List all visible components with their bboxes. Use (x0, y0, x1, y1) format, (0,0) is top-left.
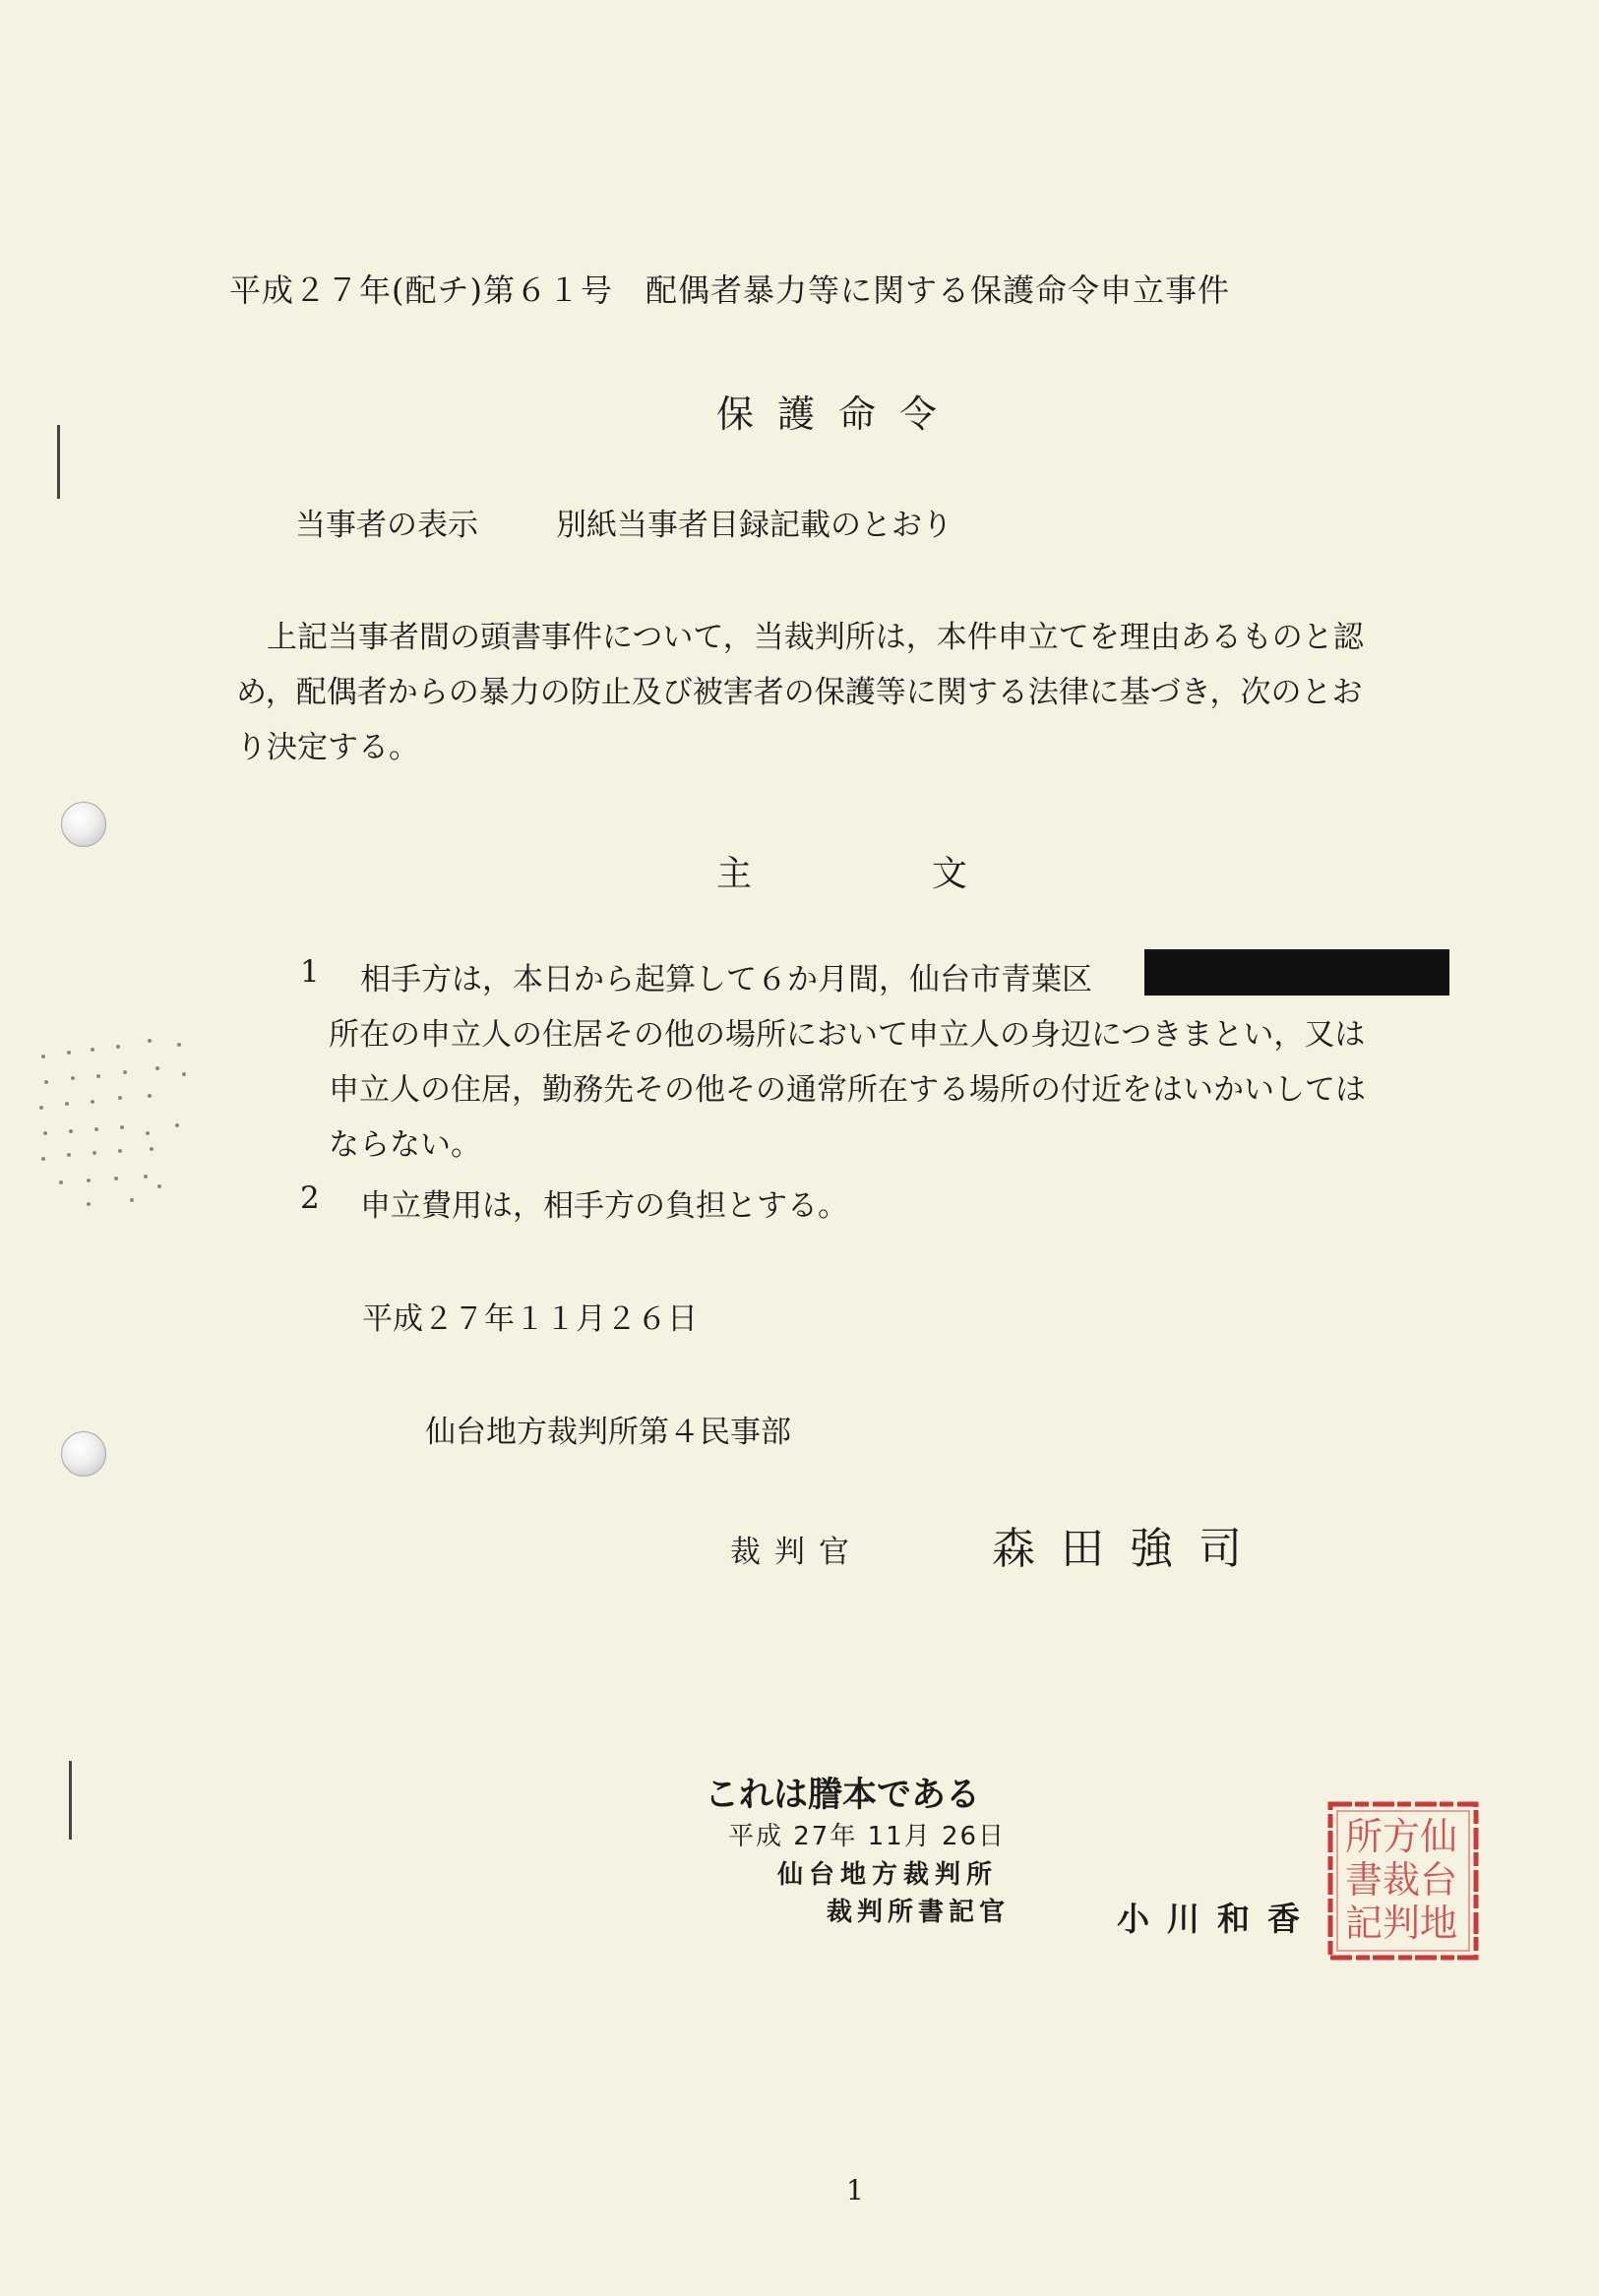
perforation-dot (118, 1149, 122, 1153)
perforation-dot (94, 1127, 98, 1131)
staple-mark-bottom (69, 1761, 72, 1840)
perforation-dot (41, 1055, 45, 1058)
perforation-dot (71, 1076, 75, 1080)
court-department: 仙台地方裁判所第４民事部 (425, 1415, 791, 1450)
perforation-dot (177, 1043, 181, 1047)
parties-value: 別紙当事者目録記載のとおり (556, 508, 953, 543)
certification-date: 平成 27年 11月 26日 (728, 1822, 1007, 1851)
seal-glyph: 仙 (1419, 1815, 1458, 1858)
perforation-dot (146, 1131, 150, 1135)
perforation-dot (123, 1070, 127, 1074)
perforation-dot (67, 1153, 71, 1157)
perforation-dot (92, 1151, 96, 1155)
section-title-char: 文 (931, 854, 967, 894)
seal-glyph: 裁 (1382, 1858, 1421, 1902)
body-paragraph (236, 610, 1446, 775)
staple-mark-top (57, 425, 60, 499)
seal-glyph: 台 (1419, 1858, 1458, 1902)
clerk-title: 裁判所書記官 (827, 1898, 1011, 1927)
perforation-dot (118, 1096, 122, 1100)
perforation-dot (41, 1157, 45, 1161)
perforation-dot (175, 1123, 179, 1127)
perforation-dot (144, 1175, 148, 1178)
perforation-dot (69, 1129, 73, 1133)
certification-statement: これは謄本である (705, 1776, 981, 1815)
case-title: 平成２７年(配チ)第６１号 配偶者暴力等に関する保護命令申立事件 (229, 272, 1230, 309)
section-title (716, 846, 967, 896)
item-line: 相手方は，本日から起算して６か月間，仙台市青葉区 (360, 962, 1092, 997)
seal-glyph: 方 (1382, 1815, 1421, 1858)
item-line: 申立人の住居，勤務先その他その通常所在する場所の付近をはいかいしては (329, 1072, 1366, 1108)
seal-glyph: 地 (1419, 1902, 1458, 1945)
redaction-bar (1144, 949, 1449, 996)
parties-label: 当事者の表示 (295, 508, 478, 543)
clerk-name: 小川和香 (1117, 1900, 1318, 1938)
perforation-dot (114, 1177, 118, 1180)
seal-glyph: 判 (1382, 1902, 1421, 1945)
seal-glyph: 書 (1344, 1858, 1384, 1902)
perforation-dot (39, 1106, 43, 1110)
perforation-dot (65, 1102, 69, 1106)
perforation-dot (96, 1074, 100, 1078)
item-number: 1 (300, 954, 320, 990)
perforation-dot (150, 1147, 154, 1151)
perforation-dot (43, 1131, 47, 1135)
seal-glyph: 所 (1344, 1815, 1384, 1858)
perforation-dot (148, 1039, 152, 1043)
document-title: 保護命令 (716, 393, 961, 436)
perforation-dot (59, 1180, 63, 1184)
perforation-dot (148, 1094, 152, 1098)
seal-glyph: 記 (1344, 1902, 1384, 1945)
punch-hole-top (61, 802, 106, 847)
item-line: 申立費用は，相手方の負担とする。 (360, 1188, 848, 1224)
item-line: 所在の申立人の住居その他の場所において申立人の身辺につきまとい，又は (329, 1017, 1366, 1053)
decision-date: 平成２７年１１月２６日 (362, 1301, 698, 1337)
perforation-dot (67, 1051, 71, 1055)
perforation-dot (87, 1202, 91, 1206)
perforation-dot (91, 1048, 94, 1052)
judge-title: 裁判官 (730, 1535, 863, 1570)
body-line: り決定する。 (236, 730, 419, 765)
judge-name: 森田強司 (992, 1524, 1267, 1574)
item-number: 2 (300, 1180, 320, 1216)
official-seal-stamp (1326, 1800, 1480, 1962)
body-line: 上記当事者間の頭書事件について，当裁判所は，本件申立てを理由あるものと認 (236, 620, 1364, 655)
page-number: 1 (846, 2174, 864, 2206)
section-title-char: 主 (716, 854, 753, 894)
perforation-dot (44, 1080, 48, 1084)
perforation-dot (87, 1178, 91, 1182)
certification-court: 仙台地方裁判所 (777, 1860, 999, 1890)
perforation-dot (116, 1045, 120, 1049)
perforation-dot (155, 1066, 159, 1070)
perforation-dot (182, 1072, 186, 1076)
item-line: ならない。 (329, 1127, 481, 1163)
perforation-dot (120, 1125, 124, 1129)
perforation-dot (157, 1184, 161, 1188)
body-line: め，配偶者からの暴力の防止及び被害者の保護等に関する法律に基づき，次のとお (236, 675, 1363, 710)
perforation-dot (130, 1198, 134, 1202)
punch-hole-bottom (61, 1431, 106, 1477)
perforation-dot (91, 1100, 94, 1104)
